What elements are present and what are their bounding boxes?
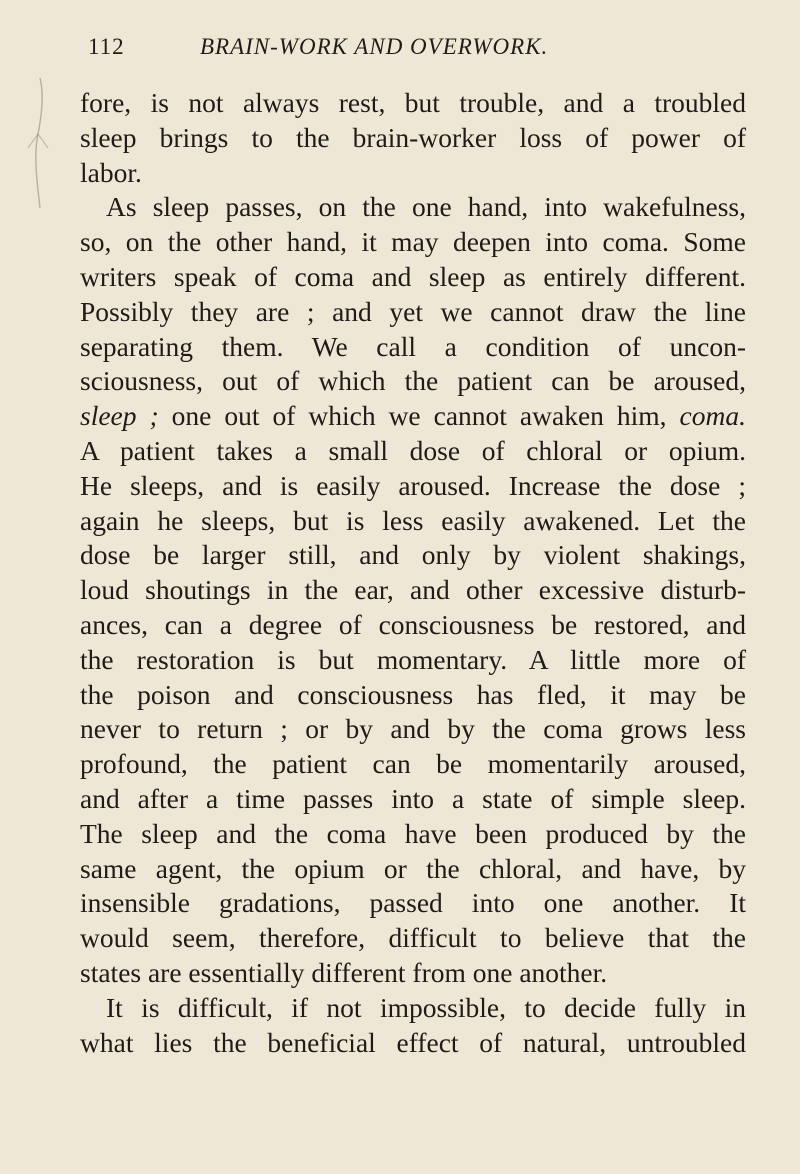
body-text — [80, 86, 746, 1060]
italic-term-sleep: sleep ; — [80, 400, 159, 432]
text-line: ances, can a degree of consciousness be restored, and — [80, 608, 746, 640]
text-span: one out of which we cannot awaken him, — [158, 400, 680, 432]
text-line: would seem, therefore, difficult to believe that the — [80, 922, 746, 954]
text-line: states are essentially different from one another. — [80, 956, 608, 988]
text-line-with-italics — [80, 399, 746, 434]
text-line: labor. — [80, 156, 142, 188]
text-line: same agent, the opium or the chloral, and have, by — [80, 852, 746, 884]
text-line: so, on the other hand, it may deepen into coma. Some — [80, 226, 746, 258]
text-line: It is difficult, if not impossible, to decide fully in — [106, 991, 746, 1023]
text-line: A patient takes a small dose of chloral or opium. — [80, 434, 746, 466]
text-line: sciousness, out of which the patient can be aroused, — [80, 365, 746, 397]
text-line: Possibly they are ; and yet we cannot draw the line — [80, 295, 746, 327]
running-head: BRAIN-WORK AND OVERWORK. — [200, 34, 549, 59]
text-line: the restoration is but momentary. A little more of — [80, 643, 746, 675]
text-line: fore, is not always rest, but trouble, and a troubled — [80, 87, 746, 118]
text-line: As sleep passes, on the one hand, into wakefulness, — [106, 191, 746, 223]
text-line: insensible gradations, passed into one another. It — [80, 887, 746, 919]
italic-term-coma: coma. — [679, 400, 746, 432]
text-line: never to return ; or by and by the coma grows less — [80, 713, 746, 745]
text-line: profound, the patient can be momentarily aroused, — [80, 748, 746, 780]
text-line: sleep brings to the brain-worker loss of power of — [80, 121, 746, 153]
text-line: what lies the beneficial effect of natural, untroubled — [80, 1026, 746, 1058]
text-line: writers speak of coma and sleep as entirely different. — [80, 260, 746, 292]
text-line: the poison and consciousness has fled, it may be — [80, 678, 746, 710]
text-line: again he sleeps, but is less easily awakened. Let the — [80, 504, 746, 536]
text-line: The sleep and the coma have been produced by the — [80, 817, 746, 849]
text-line: separating them. We call a condition of uncon- — [80, 330, 746, 362]
text-line: He sleeps, and is easily aroused. Increase the dose ; — [80, 469, 746, 501]
text-line: and after a time passes into a state of simple sleep. — [80, 782, 746, 814]
text-line: dose be larger still, and only by violent shakings, — [80, 539, 746, 571]
text-line: loud shoutings in the ear, and other excessive disturb- — [80, 574, 746, 606]
page-number: 112 — [88, 34, 125, 59]
margin-pencil-mark — [18, 74, 64, 214]
page-header — [88, 34, 748, 70]
